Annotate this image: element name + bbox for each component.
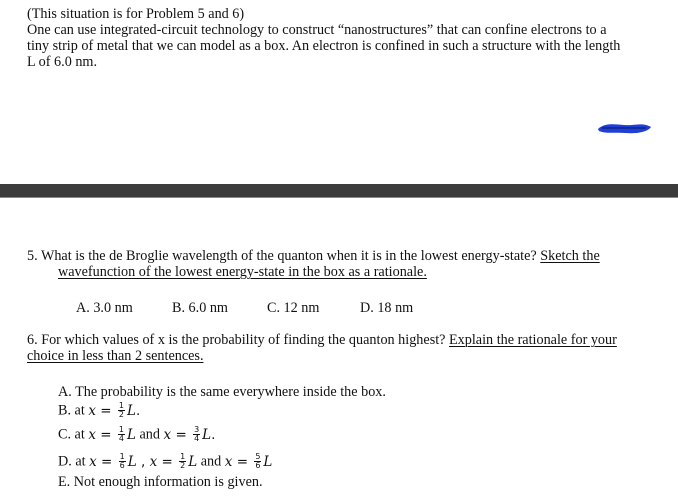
var-x: x <box>88 426 96 443</box>
q6-option-a[interactable]: A. The probability is the same everywhere inside the box. <box>58 384 386 400</box>
q5-line-2: wavefunction of the lowest energy-state in the box as a rationale. <box>58 264 427 280</box>
q5-option-b[interactable]: B. 6.0 nm <box>172 300 228 316</box>
q6-option-b[interactable] <box>58 402 140 419</box>
scribble-mark <box>596 118 654 138</box>
equals: = <box>96 453 117 470</box>
math-expression <box>164 427 216 443</box>
section-divider <box>0 184 678 198</box>
q6-option-d-label: D. at <box>58 453 90 470</box>
q5-option-d[interactable]: D. 18 nm <box>360 300 414 316</box>
var-x: x <box>224 453 233 470</box>
period: . <box>211 426 216 443</box>
fraction <box>193 426 200 443</box>
var-x: x <box>89 453 97 470</box>
fraction-num: 1 <box>118 401 124 410</box>
q5-option-a[interactable]: A. 3.0 nm <box>76 300 133 316</box>
and-text: and <box>197 453 225 470</box>
q6-line-1 <box>27 332 617 348</box>
fraction-num: 3 <box>194 425 200 434</box>
q5-question-text: What is the de Broglie wavelength of the quanton when it is in the lowest energy-state? <box>40 248 541 264</box>
comma: , <box>136 453 150 470</box>
var-x: x <box>163 426 172 443</box>
equals: = <box>171 426 192 443</box>
fraction-num: 1 <box>119 452 125 461</box>
fraction-den: 2 <box>180 461 186 470</box>
q5-number: 5. <box>27 248 38 264</box>
q6-question-text: For which values of x is the probability of finding the quanton highest? <box>41 332 450 348</box>
var-x: x <box>149 453 158 470</box>
q6-option-c-label: C. at <box>58 426 89 443</box>
q6-option-e[interactable]: E. Not enough information is given. <box>58 474 263 490</box>
math-expression <box>225 454 273 470</box>
var-L: L <box>188 453 198 470</box>
fraction-num: 1 <box>180 452 186 461</box>
fraction-den: 4 <box>118 434 124 443</box>
fraction-den: 6 <box>119 461 125 470</box>
var-L: L <box>127 453 137 470</box>
q6-option-c[interactable] <box>58 426 215 443</box>
var-L: L <box>202 426 212 443</box>
fraction-den: 2 <box>118 410 124 419</box>
fraction <box>179 453 186 470</box>
intro-line-2: One can use integrated-circuit technology to construct “nanostructures” that can confine electrons to a <box>27 22 607 38</box>
var-L: L <box>263 453 273 470</box>
q5-option-c[interactable]: C. 12 nm <box>267 300 320 316</box>
fraction-num: 1 <box>118 425 124 434</box>
math-expression <box>89 454 197 470</box>
var-x: x <box>88 402 96 419</box>
math-expression <box>88 403 140 419</box>
and-text: and <box>135 426 164 443</box>
q6-line-2: choice in less than 2 sentences. <box>27 348 204 364</box>
equals: = <box>157 453 178 470</box>
intro-line-4: L of 6.0 nm. <box>27 54 98 70</box>
fraction <box>254 453 261 470</box>
q6-number: 6. <box>27 332 38 348</box>
fraction <box>118 402 125 419</box>
intro-line-1: (This situation is for Problem 5 and 6) <box>27 6 245 22</box>
equals: = <box>232 453 253 470</box>
q6-option-d[interactable] <box>58 453 272 470</box>
var-L: L <box>126 426 136 443</box>
fraction-den: 4 <box>194 434 200 443</box>
equals: = <box>95 426 116 443</box>
math-expression <box>88 427 136 443</box>
fraction-num: 5 <box>255 452 261 461</box>
intro-line-3: tiny strip of metal that we can model as a box. An electron is confined in such a structure with the length <box>27 38 621 54</box>
fraction <box>119 453 126 470</box>
period: . <box>135 402 141 419</box>
fraction-den: 6 <box>255 461 261 470</box>
q5-sketch-instruction: Sketch the <box>540 248 600 264</box>
q6-option-b-label: B. at <box>58 402 89 419</box>
var-L: L <box>126 402 136 419</box>
q5-line-1 <box>27 248 600 264</box>
q6-explain-instruction: Explain the rationale for your <box>449 332 617 348</box>
equals: = <box>95 402 116 419</box>
fraction <box>118 426 125 443</box>
